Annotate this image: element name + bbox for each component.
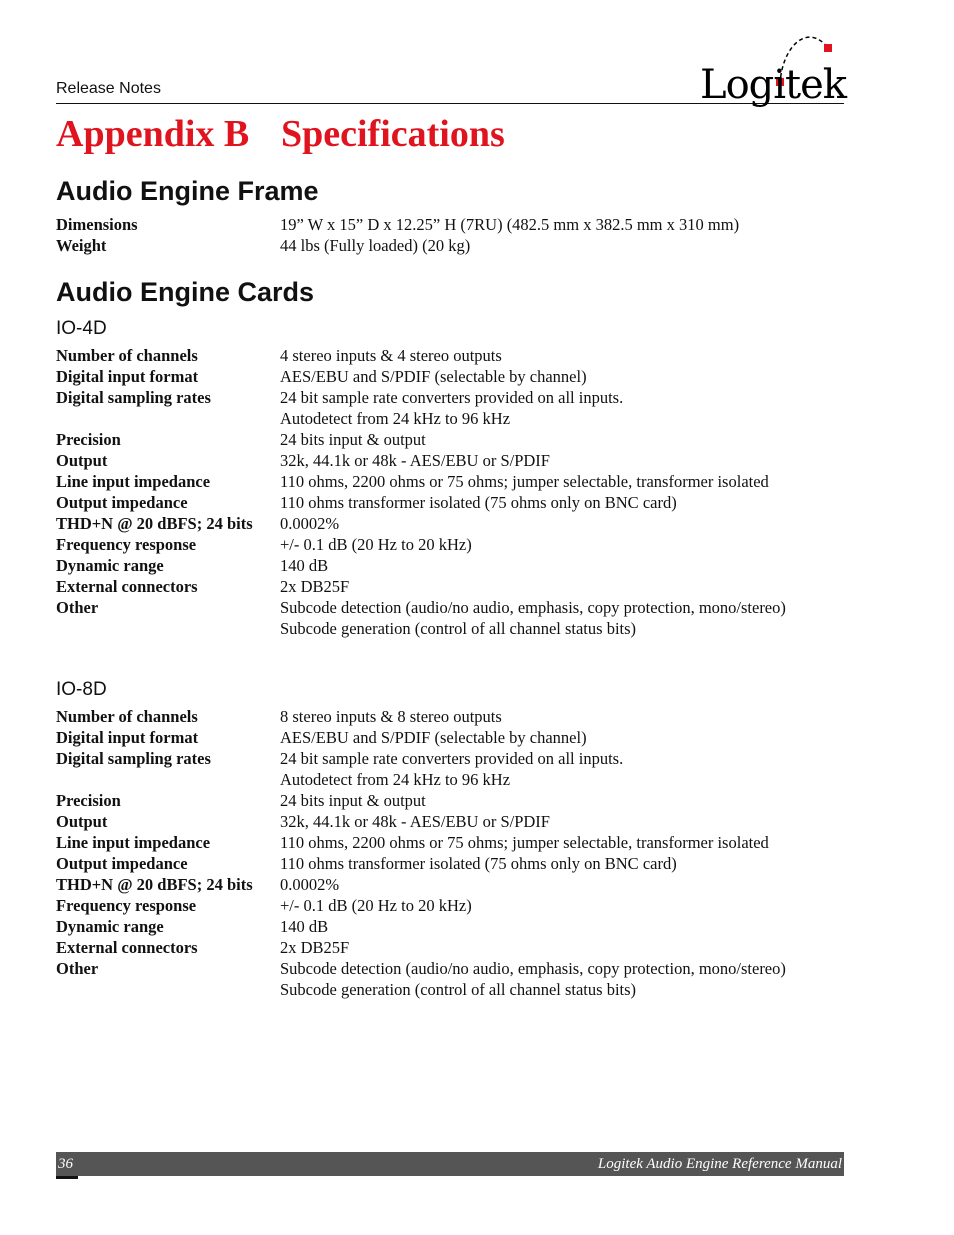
- spec-label: Precision: [56, 791, 121, 810]
- footer-tab: [56, 1176, 78, 1179]
- spec-row: [56, 387, 856, 408]
- spec-label: [56, 979, 280, 1000]
- spec-label: Dynamic range: [56, 556, 164, 575]
- spec-row: [56, 811, 856, 832]
- spec-label: Weight: [56, 236, 107, 255]
- spec-row: [56, 513, 856, 534]
- spec-value: 32k, 44.1k or 48k - AES/EBU or S/PDIF: [280, 812, 550, 831]
- spec-label: Other: [56, 598, 99, 617]
- spec-label: Output: [56, 812, 108, 831]
- manual-title: Logitek Audio Engine Reference Manual: [597, 1155, 842, 1172]
- spec-value: Autodetect from 24 kHz to 96 kHz: [280, 770, 511, 789]
- spec-value: 24 bits input & output: [280, 791, 426, 810]
- spec-value: +/- 0.1 dB (20 Hz to 20 kHz): [280, 896, 472, 915]
- spec-row: [56, 979, 856, 1000]
- spec-label: External connectors: [56, 577, 198, 596]
- spec-row: [56, 214, 856, 235]
- spec-row: [56, 874, 856, 895]
- frame-spec-list: [56, 214, 856, 256]
- spec-label: Digital input format: [56, 728, 199, 747]
- logitek-logo: [700, 26, 850, 116]
- logo-wordmark: Logitek: [700, 62, 847, 108]
- spec-row: [56, 555, 856, 576]
- io4d-title: IO-4D: [56, 318, 107, 339]
- spec-row: [56, 597, 856, 618]
- cards-section-title: Audio Engine Cards: [56, 277, 315, 307]
- spec-label: Output: [56, 451, 108, 470]
- spec-label: Frequency response: [56, 535, 197, 554]
- spec-value: 2x DB25F: [280, 577, 350, 596]
- spec-label: Output impedance: [56, 854, 188, 873]
- spec-row: [56, 748, 856, 769]
- spec-value: 110 ohms, 2200 ohms or 75 ohms; jumper selectable, transformer isolated: [280, 472, 769, 491]
- spec-value: 24 bit sample rate converters provided on all inputs.: [280, 749, 624, 768]
- spec-label: Line input impedance: [56, 833, 211, 852]
- spec-label: THD+N @ 20 dBFS; 24 bits: [56, 875, 253, 894]
- spec-value: 110 ohms transformer isolated (75 ohms only on BNC card): [280, 493, 677, 512]
- spec-label: THD+N @ 20 dBFS; 24 bits: [56, 514, 253, 533]
- spec-value: AES/EBU and S/PDIF (selectable by channel): [280, 728, 587, 747]
- spec-label: Number of channels: [56, 707, 198, 726]
- spec-value: 8 stereo inputs & 8 stereo outputs: [280, 707, 502, 726]
- spec-value: Subcode detection (audio/no audio, emphasis, copy protection, mono/stereo): [280, 959, 786, 978]
- spec-row: [56, 937, 856, 958]
- spec-label: Precision: [56, 430, 121, 449]
- spec-value: 44 lbs (Fully loaded) (20 kg): [280, 236, 471, 255]
- spec-row: [56, 832, 856, 853]
- spec-value: 0.0002%: [280, 875, 340, 894]
- spec-value: 4 stereo inputs & 4 stereo outputs: [280, 346, 502, 365]
- spec-value: 2x DB25F: [280, 938, 350, 957]
- frame-section-title: Audio Engine Frame: [56, 176, 319, 206]
- spec-row: [56, 235, 856, 256]
- spec-row: [56, 345, 856, 366]
- io8d-spec-list: [56, 706, 856, 1000]
- spec-value: +/- 0.1 dB (20 Hz to 20 kHz): [280, 535, 472, 554]
- spec-label: [56, 618, 280, 639]
- spec-label: Dynamic range: [56, 917, 164, 936]
- spec-value: 32k, 44.1k or 48k - AES/EBU or S/PDIF: [280, 451, 550, 470]
- spec-row: [56, 727, 856, 748]
- spec-row: [56, 895, 856, 916]
- spec-row: [56, 429, 856, 450]
- io8d-title: IO-8D: [56, 679, 107, 700]
- spec-label: [56, 769, 280, 790]
- appendix-title-text: Specifications: [281, 113, 505, 155]
- spec-label: Other: [56, 959, 99, 978]
- spec-label: Number of channels: [56, 346, 198, 365]
- spec-value: 24 bit sample rate converters provided on all inputs.: [280, 388, 624, 407]
- spec-value: 140 dB: [280, 556, 329, 575]
- spec-value: 19” W x 15” D x 12.25” H (7RU) (482.5 mm x 382.5 mm x 310 mm): [280, 215, 740, 234]
- spec-label: Digital sampling rates: [56, 749, 211, 768]
- spec-row: [56, 706, 856, 727]
- spec-row: [56, 618, 856, 639]
- appendix-label: Appendix B: [56, 113, 250, 155]
- spec-label: Digital input format: [56, 367, 199, 386]
- spec-value: 110 ohms transformer isolated (75 ohms only on BNC card): [280, 854, 677, 873]
- page-number: 36: [58, 1155, 73, 1172]
- page-title: [56, 112, 505, 156]
- spec-row: [56, 790, 856, 811]
- spec-label: External connectors: [56, 938, 198, 957]
- spec-row: [56, 916, 856, 937]
- spec-label: [56, 408, 280, 429]
- spec-row: [56, 366, 856, 387]
- spec-row: [56, 958, 856, 979]
- spec-value: AES/EBU and S/PDIF (selectable by channel): [280, 367, 587, 386]
- spec-value: 140 dB: [280, 917, 329, 936]
- spec-label: Digital sampling rates: [56, 388, 211, 407]
- spec-row: [56, 853, 856, 874]
- spec-value: 110 ohms, 2200 ohms or 75 ohms; jumper selectable, transformer isolated: [280, 833, 769, 852]
- spec-row: [56, 576, 856, 597]
- spec-row: [56, 471, 856, 492]
- spec-value: Subcode generation (control of all channel status bits): [280, 619, 637, 638]
- spec-value: 24 bits input & output: [280, 430, 426, 449]
- spec-label: Frequency response: [56, 896, 197, 915]
- spec-label: Output impedance: [56, 493, 188, 512]
- spec-row: [56, 492, 856, 513]
- header-section-label: Release Notes: [56, 80, 161, 97]
- spec-value: Subcode detection (audio/no audio, emphasis, copy protection, mono/stereo): [280, 598, 786, 617]
- spec-row: [56, 769, 856, 790]
- spec-value: 0.0002%: [280, 514, 340, 533]
- spec-value: Autodetect from 24 kHz to 96 kHz: [280, 409, 511, 428]
- spec-row: [56, 408, 856, 429]
- spec-row: [56, 450, 856, 471]
- spec-value: Subcode generation (control of all channel status bits): [280, 980, 637, 999]
- footer-bar: [56, 1152, 844, 1176]
- io4d-spec-list: [56, 345, 856, 639]
- spec-label: Line input impedance: [56, 472, 211, 491]
- spec-row: [56, 534, 856, 555]
- spec-label: Dimensions: [56, 215, 138, 234]
